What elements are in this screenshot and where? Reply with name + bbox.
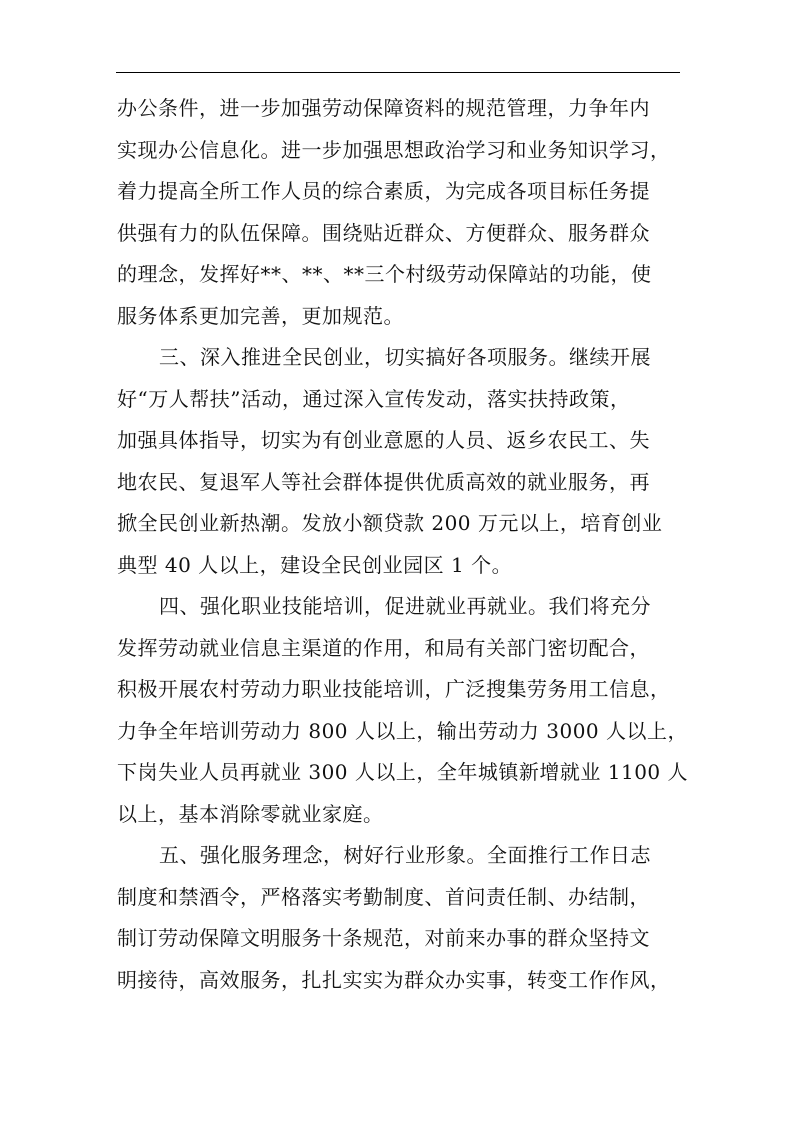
text-line: 的理念，发挥好**、**、**三个村级劳动保障站的功能，使 [117, 262, 652, 286]
text-line: 以上，基本消除零就业家庭。 [117, 801, 384, 826]
text-line: 四、强化职业技能培训，促进就业再就业。我们将充分 [159, 594, 651, 618]
paragraph-office-conditions [117, 88, 683, 337]
header-rule [116, 72, 680, 73]
text-line: 三、深入推进全民创业，切实搞好各项服务。继续开展 [159, 345, 651, 369]
text-line: 服务体系更加完善，更加规范。 [117, 303, 404, 328]
text-line: 制订劳动保障文明服务十条规范，对前来办事的群众坚持文 [117, 926, 650, 950]
text-line: 发挥劳动就业信息主渠道的作用，和局有关部门密切配合， [117, 635, 650, 660]
text-line: 典型 40 人以上，建设全民创业园区 1 个。 [117, 552, 513, 577]
text-line: 明接待，高效服务，扎扎实实为群众办实事，转变工作作风， [117, 967, 671, 992]
text-line: 办公条件，进一步加强劳动保障资料的规范管理，力争年内 [117, 96, 650, 120]
paragraph-section-four [117, 586, 689, 835]
text-line: 下岗失业人员再就业 300 人以上，全年城镇新增就业 1100 人 [117, 760, 689, 784]
text-line: 积极开展农村劳动力职业技能培训，广泛搜集劳务用工信息， [117, 677, 671, 701]
text-line: 供强有力的队伍保障。围绕贴近群众、方便群众、服务群众 [117, 220, 650, 245]
text-line: 好“万人帮扶”活动，通过深入宣传发动，落实扶持政策， [117, 386, 631, 411]
text-line: 力争全年培训劳动力 800 人以上，输出劳动力 3000 人以上， [117, 718, 689, 743]
document-body [117, 88, 689, 1001]
text-line: 掀全民创业新热潮。发放小额贷款 200 万元以上，培育创业 [117, 511, 663, 535]
text-line: 五、强化服务理念，树好行业形象。全面推行工作日志 [159, 843, 651, 867]
text-line: 着力提高全所工作人员的综合素质，为完成各项目标任务提 [117, 179, 650, 203]
text-line: 实现办公信息化。进一步加强思想政治学习和业务知识学习， [117, 137, 671, 162]
paragraph-section-five [117, 835, 683, 1001]
text-line: 地农民、复退军人等社会群体提供优质高效的就业服务，再 [117, 469, 650, 494]
paragraph-section-three [117, 337, 683, 586]
text-line: 加强具体指导，切实为有创业意愿的人员、返乡农民工、失 [117, 428, 650, 452]
text-line: 制度和禁酒令，严格落实考勤制度、首问责任制、办结制， [117, 884, 650, 909]
